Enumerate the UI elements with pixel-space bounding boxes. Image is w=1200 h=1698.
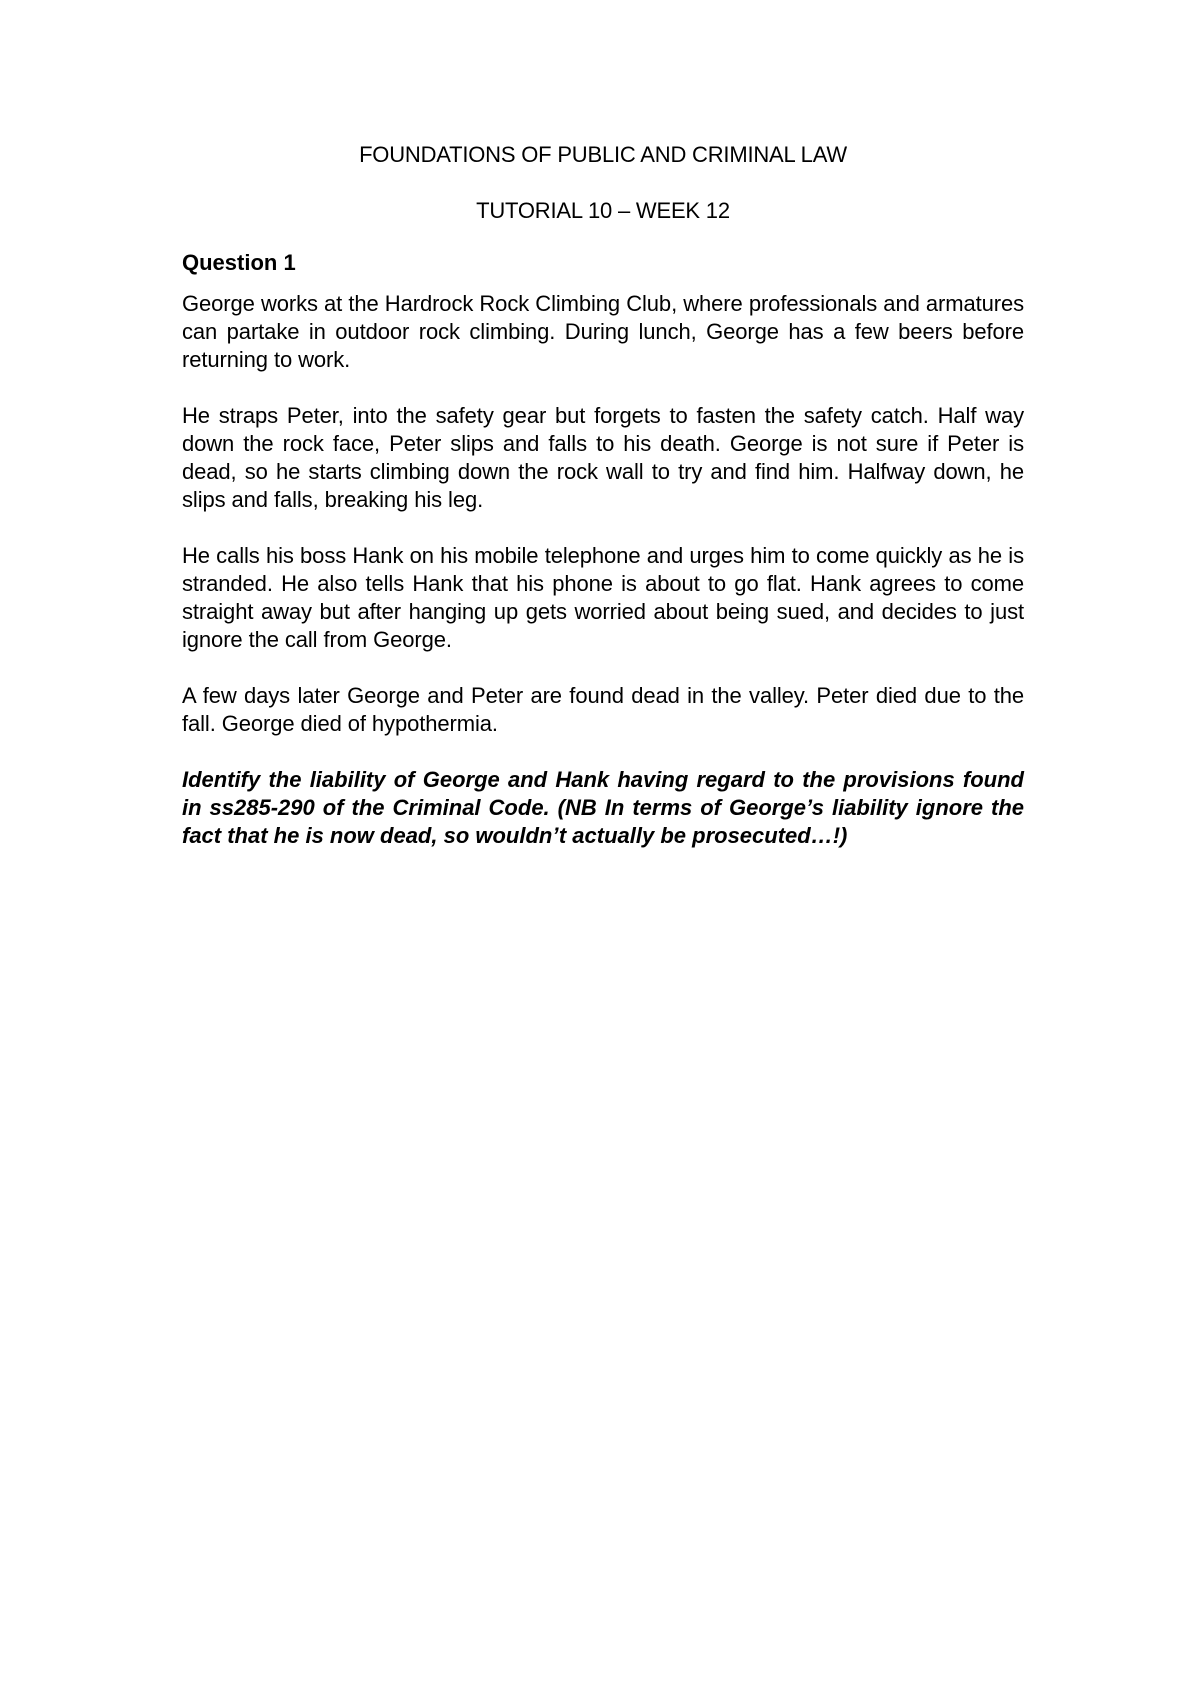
paragraph-2: He straps Peter, into the safety gear but forgets to fasten the safety catch. Half way down the rock face, Peter slips and falls to his death. George is not sure if Peter is dead, so he starts climbing down the rock wall to try and find him. Halfway down, he slips and falls, breaking his leg. — [182, 403, 1024, 512]
paragraph-4: A few days later George and Peter are found dead in the valley. Peter died due to the fall. George died of hypothermia. — [182, 683, 1024, 736]
question-instruction: Identify the liability of George and Hank having regard to the provisions found in ss285-290 of the Criminal Code. (NB In terms of George’s liability ignore the fact that he is now dead, so wouldn’t actually be prosecuted…!) — [182, 767, 1024, 848]
document-body — [182, 140, 1024, 850]
document-subtitle: TUTORIAL 10 – WEEK 12 — [476, 198, 730, 223]
document-title: FOUNDATIONS OF PUBLIC AND CRIMINAL LAW — [359, 142, 847, 167]
paragraph-1: George works at the Hardrock Rock Climbing Club, where professionals and armatures can partake in outdoor rock climbing. During lunch, George has a few beers before returning to work. — [182, 291, 1024, 372]
question-heading: Question 1 — [182, 250, 296, 275]
paragraph-3: He calls his boss Hank on his mobile telephone and urges him to come quickly as he is stranded. He also tells Hank that his phone is about to go flat. Hank agrees to come straight away but after hanging up gets worried about being sued, and decides to just ignore the call from George. — [182, 543, 1024, 652]
